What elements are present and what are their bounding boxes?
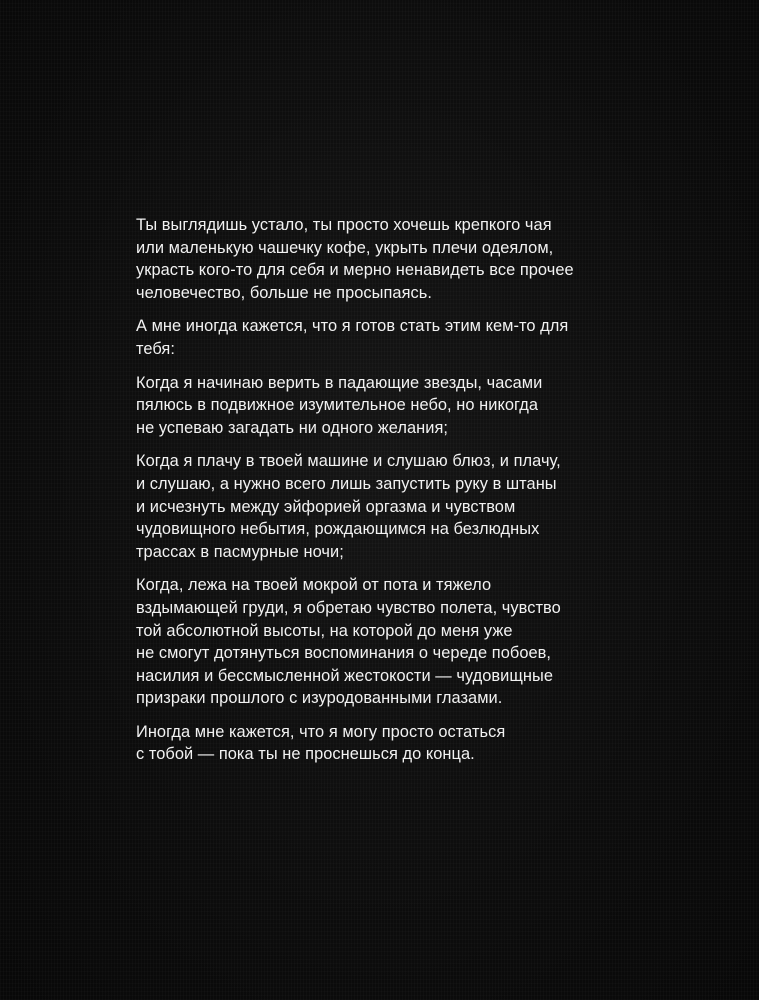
paragraph-6	[136, 721, 606, 766]
text-line: той абсолютной высоты, на которой до меня уже	[136, 621, 513, 640]
text-line: Когда я плачу в твоей машине и слушаю блюз, и плачу,	[136, 452, 561, 471]
text-line: тебя:	[136, 339, 175, 358]
poem-text	[136, 214, 606, 777]
text-line: А мне иногда кажется, что я готов стать этим кем-то для	[136, 317, 569, 336]
paragraph-3	[136, 372, 606, 440]
paragraph-4	[136, 450, 606, 563]
text-line: украсть кого-то для себя и мерно ненавидеть все прочее	[136, 261, 574, 280]
text-line: насилия и бессмысленной жестокости — чудовищные	[136, 666, 553, 685]
text-line: трассах в пасмурные ночи;	[136, 542, 344, 561]
paragraph-2	[136, 315, 606, 360]
text-line: или маленькую чашечку кофе, укрыть плечи одеялом,	[136, 238, 554, 257]
text-line: и слушаю, а нужно всего лишь запустить руку в штаны	[136, 474, 557, 493]
text-line: и исчезнуть между эйфорией оргазма и чувством	[136, 497, 516, 516]
text-line: Когда я начинаю верить в падающие звезды, часами	[136, 373, 543, 392]
text-line: призраки прошлого с изуродованными глазами.	[136, 689, 503, 708]
text-line: Ты выглядишь устало, ты просто хочешь крепкого чая	[136, 216, 552, 234]
text-line: Когда, лежа на твоей мокрой от пота и тяжело	[136, 576, 492, 595]
paragraph-1	[136, 214, 606, 304]
text-line: не успеваю загадать ни одного желания;	[136, 418, 448, 437]
text-line: пялюсь в подвижное изумительное небо, но никогда	[136, 396, 539, 415]
text-line: вздымающей груди, я обретаю чувство полета, чувство	[136, 598, 561, 617]
text-line: не смогут дотянуться воспоминания о череде побоев,	[136, 644, 552, 663]
text-line: Иногда мне кажется, что я могу просто остаться	[136, 722, 506, 741]
paragraph-5	[136, 574, 606, 710]
text-line: чудовищного небытия, рождающимся на безлюдных	[136, 520, 540, 539]
text-line: с тобой — пока ты не проснешься до конца.	[136, 745, 475, 764]
text-line: человечество, больше не просыпаясь.	[136, 283, 432, 302]
